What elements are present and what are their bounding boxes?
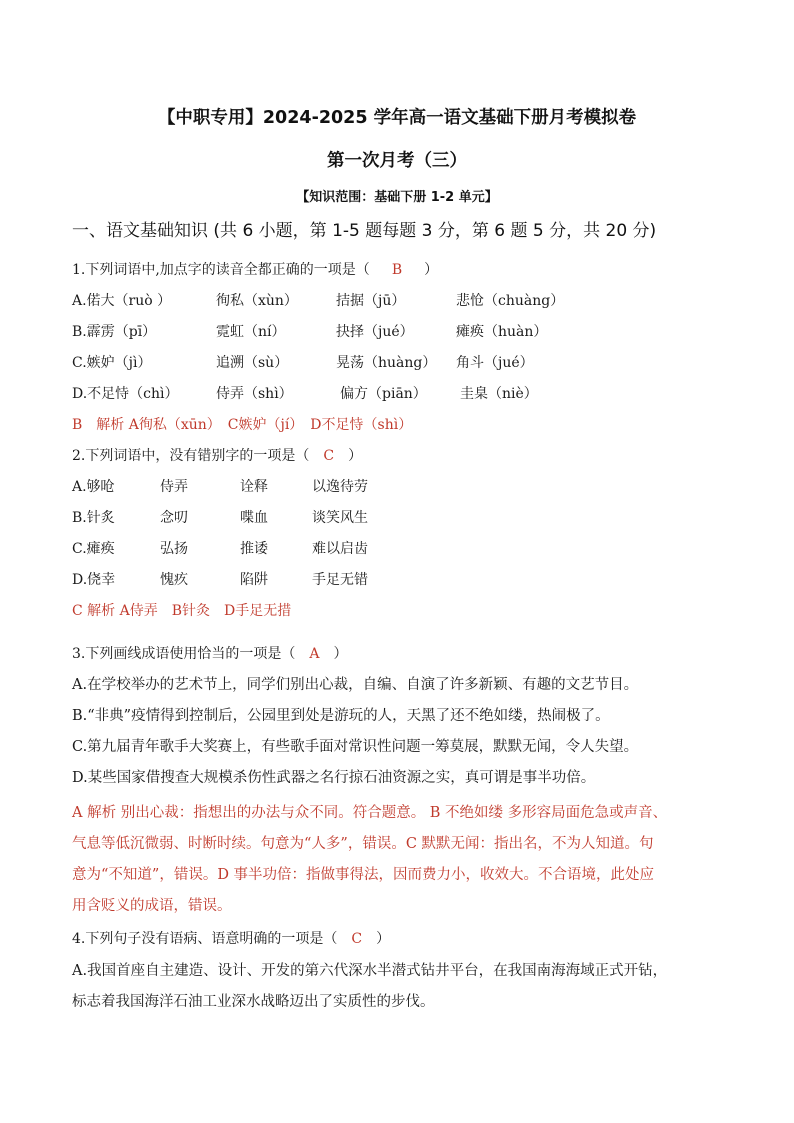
question-4-stem: 4.下列句子没有语病、语意明确的一项是（ C ） xyxy=(72,931,391,947)
question-2-stem: 2.下列词语中，没有错别字的一项是（ C ） xyxy=(72,448,363,464)
question-3-answer: A xyxy=(309,646,320,662)
question-3-stem: 3.下列画线成语使用恰当的一项是（ A ） xyxy=(72,646,348,662)
knowledge-scope: 【知识范围：基础下册 1-2 单元】 xyxy=(296,190,498,205)
question-3-option-d: D.某些国家借搜查大规模杀伤性武器之名行掠石油资源之实，真可谓是事半功倍。 xyxy=(72,770,596,786)
question-4-option-a-line-2: 标志着我国海洋石油工业深水战略迈出了实质性的步伐。 xyxy=(72,994,435,1010)
question-2-analysis: C 解析 A侍弄 B针灸 D手足无措 xyxy=(72,603,292,619)
question-3-option-c: C.第九届青年歌手大奖赛上，有些歌手面对常识性问题一筹莫展，默默无闻，令人失望。 xyxy=(72,739,639,755)
exam-title: 【中职专用】2024-2025 学年高一语文基础下册月考模拟卷 xyxy=(157,108,637,128)
question-3-option-a: A.在学校举办的艺术节上，同学们别出心裁，自编、自演了许多新颖、有趣的文艺节目。 xyxy=(72,677,639,693)
exam-subtitle: 第一次月考（三） xyxy=(327,151,467,171)
exam-page: 【中职专用】2024-2025 学年高一语文基础下册月考模拟卷 第一次月考（三） 【知识范围：基础下册 1-2 单元】 一、语文基础知识 (共 6 小题，第 1-5 题每题 3 分，第 6 题 5 分，共 20 分) 1.下列词语中,加点字的读音全都正确的一项是（ B ） A.偌大（ruò ） 徇私（xùn） 拮据（jū） 悲怆（chuàng） B.霹雳（pī） 霓虹（ní） 抉择（jué） 瘫痪（huàn） C.嫉妒（jì） 追溯（sù） 晃荡（huàng） 角斗（jué） D.不足恃（chì） 侍弄（shì） 偏方（piān） 圭臬（niè） B 解析 A徇私（xūn） C嫉妒（jí） D不足恃（shì） 2.下列词语中，没有错别字的一项是（ C ） A.够呛 侍弄 诠释 以逸待劳 B.针炙 念叨 喋血 谈笑风生 C.瘫痪 弘扬 推诿 难以启齿 D.侥幸 愧疚 陷阱 手足无错 C 解析 A侍弄 B针灸 D手足无措 3.下列画线成语使用恰当的一项是（ A ） A.在学校举办的艺术节上，同学们别出心裁，自编、自演了许多新颖、有趣的文艺节目。 B.“非典”疫情得到控制后，公园里到处是游玩的人，天黑了还不绝如缕，热闹极了。 C.第九届青年歌手大奖赛上，有些歌手面对常识性问题一筹莫展，默默无闻，令人失望。 D.某些国家借搜查大规模杀伤性武器之名行掠石油资源之实，真可谓是事半功倍。 A 解析 别出心裁：指想出的办法与众不同。符合题意。 B 不绝如缕 多形容局面危急或声音、 气息等低沉微弱、时断时续。句意为“人多”，错误。C 默默无闻：指出名，不为人知道。句 意为“不知道”，错误。D 事半功倍：指做事得法，因而费力小，收效大。不合语境，此处应 用含贬义的成语，错误。 4.下列句子没有语病、语意明确的一项是（ C ） A.我国首座自主建造、设计、开发的第六代深水半潜式钻井平台，在我国南海海域正式开钻， 标志着我国海洋石油工业深水战略迈出了实质性的步伐。 xyxy=(0,0,794,1123)
question-4-option-a-line-1: A.我国首座自主建造、设计、开发的第六代深水半潜式钻井平台，在我国南海海域正式开钻， xyxy=(72,963,668,979)
question-3-analysis-line-2: 气息等低沉微弱、时断时续。句意为“人多”，错误。C 默默无闻：指出名，不为人知道。句 xyxy=(72,836,654,852)
question-3-analysis-line-4: 用含贬义的成语，错误。 xyxy=(72,898,232,914)
question-3-option-b: B.“非典”疫情得到控制后，公园里到处是游玩的人，天黑了还不绝如缕，热闹极了。 xyxy=(72,708,610,724)
question-3-analysis-line-3: 意为“不知道”，错误。D 事半功倍：指做事得法，因而费力小，收效大。不合语境，此处应 xyxy=(72,867,655,883)
question-4-answer: C xyxy=(351,931,363,947)
section-heading: 一、语文基础知识 (共 6 小题，第 1-5 题每题 3 分，第 6 题 5 分，共 20 分) xyxy=(72,221,657,241)
question-1-analysis: B 解析 A徇私（xūn） C嫉妒（jí） D不足恃（shì） xyxy=(72,417,413,433)
question-3-analysis-line-1: A 解析 别出心裁：指想出的办法与众不同。符合题意。 B 不绝如缕 多形容局面危急或声音、 xyxy=(72,805,668,821)
question-2-answer: C xyxy=(323,448,335,464)
question-1-stem: 1.下列词语中,加点字的读音全都正确的一项是（ B ） xyxy=(72,262,439,278)
question-1-answer: B xyxy=(391,262,403,278)
